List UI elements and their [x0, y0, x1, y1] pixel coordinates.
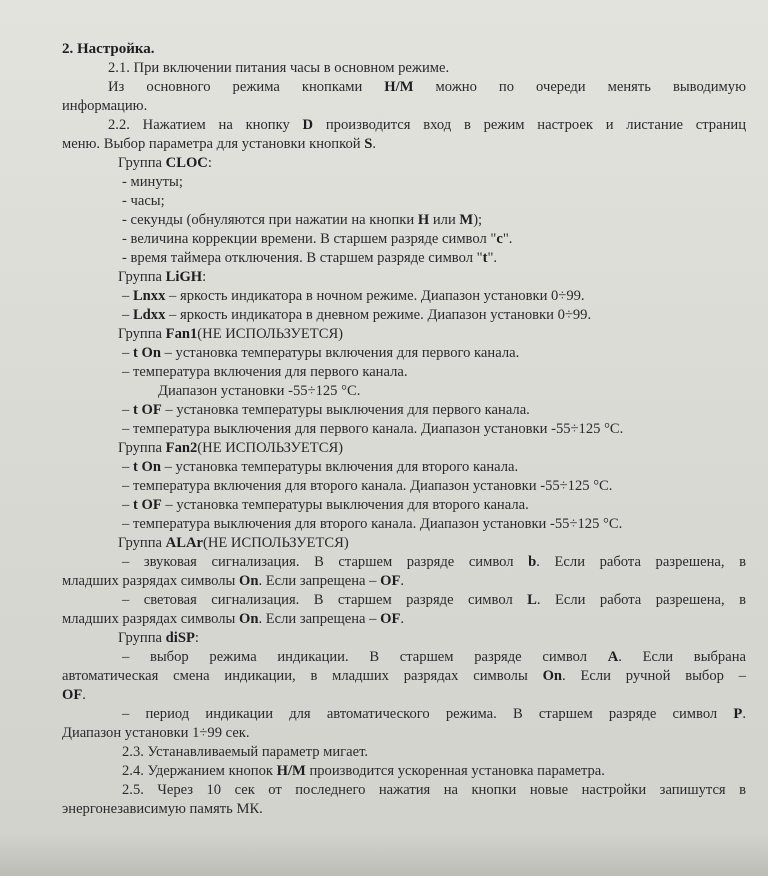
group-ligh-title: Группа LiGH:	[118, 269, 207, 285]
list-item: – звуковая сигнализация. В старшем разряде символ b. Если работа разрешена, в	[122, 554, 746, 570]
paragraph-2-1-line-2: информацию.	[62, 98, 148, 114]
list-item: - часы;	[122, 193, 165, 209]
list-item: - величина коррекции времени. В старшем разряде символ "с".	[122, 231, 513, 247]
paragraph-2-1-continued: Из основного режима кнопками H/M можно по очереди менять выводимую	[108, 79, 746, 95]
paragraph-2-2-line-2: меню. Выбор параметра для установки кнопкой S.	[62, 136, 376, 152]
group-fan1-title: Группа Fan1(НЕ ИСПОЛЬЗУЕТСЯ)	[118, 326, 344, 342]
list-item: Диапазон установки -55÷125 °С.	[158, 383, 361, 399]
paragraph-2-5-line-2: энергонезависимую память МК.	[62, 801, 263, 817]
list-item: – температура выключения для первого канала. Диапазон установки -55÷125 °С.	[122, 421, 624, 437]
list-item: – t On – установка температуры включения для второго канала.	[122, 459, 519, 475]
list-item: – Ldxx – яркость индикатора в дневном режиме. Диапазон установки 0÷99.	[122, 307, 592, 323]
list-item: - время таймера отключения. В старшем разряде символ "t".	[122, 250, 498, 266]
list-item: – световая сигнализация. В старшем разряде символ L. Если работа разрешена, в	[122, 592, 746, 608]
list-item-continued: Диапазон установки 1÷99 сек.	[62, 725, 250, 741]
page-shadow	[0, 834, 768, 876]
list-item: – t On – установка температуры включения для первого канала.	[122, 345, 520, 361]
list-item: – t OF – установка температуры выключения для второго канала.	[122, 497, 529, 513]
paragraph-2-2: 2.2. Нажатием на кнопку D производится вход в режим настроек и листание страниц	[108, 117, 747, 133]
list-item: - секунды (обнуляются при нажатии на кнопки H или M);	[122, 212, 483, 228]
list-item: – t OF – установка температуры выключения для первого канала.	[122, 402, 530, 418]
list-item: – температура включения для первого канала.	[122, 364, 408, 380]
group-alar-title: Группа ALAr(НЕ ИСПОЛЬЗУЕТСЯ)	[118, 535, 349, 551]
list-item-continued: автоматическая смена индикации, в младших разрядах символы On. Если ручной выбор –	[62, 668, 746, 684]
group-disp-title: Группа diSP:	[118, 630, 199, 646]
group-cloc-title: Группа CLOC:	[118, 155, 212, 171]
paragraph-2-5: 2.5. Через 10 сек от последнего нажатия на кнопки новые настройки запишутся в	[122, 782, 746, 798]
list-item-continued: младших разрядах символы On. Если запрещена – OF.	[62, 573, 405, 589]
paragraph-2-1: 2.1. При включении питания часы в основном режиме.	[108, 60, 450, 76]
list-item: – Lnxx – яркость индикатора в ночном режиме. Диапазон установки 0÷99.	[122, 288, 585, 304]
section-heading: 2. Настройка.	[62, 41, 155, 57]
paragraph-2-3: 2.3. Устанавливаемый параметр мигает.	[122, 744, 369, 760]
list-item: – температура включения для второго канала. Диапазон установки -55÷125 °С.	[122, 478, 613, 494]
list-item-continued: OF.	[62, 687, 86, 703]
list-item: – температура выключения для второго канала. Диапазон установки -55÷125 °С.	[122, 516, 623, 532]
list-item-continued: младших разрядах символы On. Если запрещена – OF.	[62, 611, 405, 627]
list-item: – выбор режима индикации. В старшем разряде символ A. Если выбрана	[122, 649, 746, 665]
paragraph-2-4: 2.4. Удержанием кнопок H/M производится ускоренная установка параметра.	[122, 763, 605, 779]
list-item: - минуты;	[122, 174, 183, 190]
group-fan2-title: Группа Fan2(НЕ ИСПОЛЬЗУЕТСЯ)	[118, 440, 344, 456]
list-item: – период индикации для автоматического режима. В старшем разряде символ P.	[122, 706, 746, 722]
